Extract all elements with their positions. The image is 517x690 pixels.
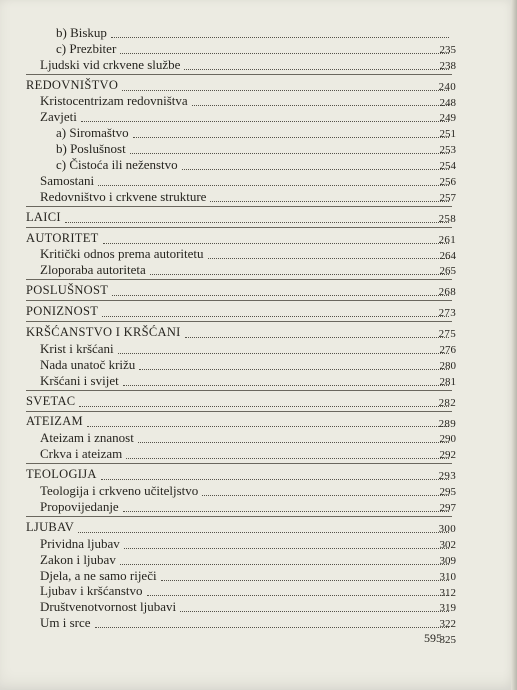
page-number: 595 — [424, 631, 442, 645]
toc-page-number: 256 — [439, 176, 456, 189]
toc-section-heading — [26, 303, 456, 320]
toc-entry — [26, 140, 456, 157]
page-edge — [511, 0, 517, 690]
toc-section-heading — [26, 209, 456, 225]
toc-entry-label: POSLUŠNOST — [26, 283, 109, 298]
toc-entry — [26, 356, 456, 372]
toc-entry — [26, 56, 456, 72]
toc-page-number: 302 — [439, 538, 456, 551]
toc-entry-label: Prividna ljubav — [40, 535, 120, 551]
dot-leader — [101, 469, 449, 480]
toc-entry-label: Kršćani i svijet — [40, 372, 119, 388]
toc-entry-label: KRŠĆANSTVO I KRŠĆANI — [26, 325, 181, 340]
toc-page-number: 254 — [439, 160, 456, 173]
dot-leader — [139, 359, 449, 370]
toc-entry-label: Ljubav i kršćanstvo — [40, 583, 143, 599]
toc-page-number: 312 — [439, 586, 456, 599]
section-divider — [26, 74, 452, 75]
toc-section-heading — [26, 466, 456, 483]
toc-entry-label: AUTORITET — [26, 230, 99, 245]
toc-entry-label: Ljudski vid crkvene službe — [40, 56, 181, 72]
toc-entry — [26, 246, 456, 262]
toc-page-number: 235 — [439, 43, 456, 56]
dot-leader — [81, 111, 449, 122]
toc-entry-label: b) Biskup — [56, 24, 107, 40]
toc-page-number: 238 — [439, 59, 456, 72]
toc-entry-label: Ateizam i znanost — [40, 430, 134, 446]
toc-page-number: 249 — [439, 112, 456, 125]
toc-page-number: 251 — [439, 128, 456, 141]
dot-leader — [185, 327, 449, 338]
toc-page-number: 261 — [438, 233, 456, 246]
dot-leader — [138, 432, 449, 443]
toc-entry-label: Propovijedanje — [40, 498, 119, 514]
toc-entry-label: a) Siromaštvo — [56, 125, 129, 141]
toc-page-number: 295 — [439, 486, 456, 499]
dot-leader — [112, 285, 449, 296]
toc-entry-label: Um i srce — [40, 615, 91, 631]
toc-section-heading — [26, 324, 456, 341]
toc-page-number: 293 — [438, 470, 456, 483]
dot-leader — [122, 80, 449, 91]
dot-leader — [118, 343, 449, 354]
toc-section-heading — [26, 414, 456, 430]
toc-page-number: 300 — [438, 522, 456, 535]
toc-entry — [26, 614, 456, 631]
dot-leader — [210, 191, 449, 202]
toc-entry — [26, 261, 456, 278]
toc-entry-label: SVETAC — [26, 393, 76, 408]
section-divider — [26, 227, 452, 228]
dot-leader — [95, 617, 449, 628]
toc-entry — [26, 482, 456, 499]
toc-page-number: 273 — [438, 307, 456, 320]
toc-page-number: 240 — [438, 80, 456, 93]
toc-page-number: 258 — [438, 212, 456, 225]
dot-leader — [120, 43, 449, 54]
toc-entry — [26, 583, 456, 599]
toc-entry-label: TEOLOGIJA — [26, 467, 97, 482]
dot-leader — [147, 585, 449, 596]
dot-leader — [208, 248, 449, 259]
dot-leader — [120, 554, 449, 565]
toc-entry — [26, 372, 456, 388]
toc-page-number: 264 — [439, 249, 456, 262]
dot-leader — [184, 59, 449, 70]
toc-entry-label: REDOVNIŠTVO — [26, 77, 119, 92]
dot-leader — [182, 159, 449, 170]
toc-entry-label: Samostani — [40, 172, 95, 188]
toc-page-number: 325 — [439, 634, 456, 647]
toc-entry-label: PONIZNOST — [26, 304, 99, 319]
section-divider — [26, 300, 452, 301]
toc-entry — [26, 24, 452, 40]
toc-page-number: 319 — [439, 602, 456, 615]
toc-entry — [26, 551, 456, 567]
section-divider — [26, 279, 452, 280]
toc-page-number: 257 — [439, 191, 456, 204]
toc-section-heading — [26, 282, 456, 299]
toc-page-number: 282 — [438, 396, 456, 409]
dot-leader — [150, 264, 449, 275]
toc-entry-label: Društvenotvornost ljubavi — [40, 599, 177, 615]
toc-page-number: 248 — [439, 96, 456, 109]
toc-entry-label: Djela, a ne samo riječi — [40, 567, 157, 583]
dot-leader — [98, 175, 449, 186]
dot-leader — [126, 448, 449, 459]
toc-entry-label: Kristocentrizam redovništva — [40, 93, 188, 109]
section-divider — [26, 411, 452, 412]
toc-entry-label: Zloporaba autoriteta — [40, 262, 146, 278]
dot-leader — [102, 306, 449, 317]
toc-entry-label: Kritički odnos prema autoritetu — [40, 246, 204, 262]
toc-entry-label: Crkva i ateizam — [40, 446, 123, 462]
toc-entry — [26, 598, 456, 615]
toc-entry — [26, 567, 456, 583]
dot-leader — [79, 396, 449, 407]
toc-entry-label: Nada unatoč križu — [40, 356, 136, 372]
toc-page-number: 322 — [439, 618, 456, 631]
toc-entry — [26, 498, 456, 515]
toc-entry — [26, 93, 456, 109]
section-divider — [26, 516, 452, 517]
section-divider — [26, 463, 452, 464]
dot-leader — [111, 27, 449, 38]
toc-section-heading — [26, 77, 456, 93]
dot-leader — [161, 570, 449, 581]
toc-page-number: 281 — [439, 375, 456, 388]
toc-entry — [26, 340, 456, 357]
dot-leader — [180, 601, 449, 612]
toc-entry — [26, 172, 456, 189]
toc-section-heading — [26, 393, 456, 409]
dot-leader — [87, 416, 449, 427]
toc-page-number: 310 — [439, 570, 456, 583]
toc-page-number: 275 — [438, 328, 456, 341]
dot-leader — [192, 95, 449, 106]
table-of-contents — [26, 24, 456, 647]
toc-entry-label: b) Poslušnost — [56, 141, 126, 157]
toc-entry — [26, 535, 456, 551]
dot-leader — [130, 143, 449, 154]
toc-entry-label: Krist i kršćani — [40, 340, 114, 356]
dot-leader — [103, 233, 449, 244]
toc-entry-label: Zavjeti — [40, 109, 77, 125]
toc-entry — [26, 188, 456, 204]
dot-leader — [133, 127, 449, 138]
toc-entry — [26, 445, 456, 462]
toc-entry — [26, 40, 456, 56]
dot-leader — [124, 538, 449, 549]
toc-page-number: 253 — [439, 144, 456, 157]
dot-leader — [202, 485, 449, 496]
dot-leader — [65, 212, 449, 223]
toc-entry — [26, 108, 456, 125]
toc-entry-label: c) Čistoća ili neženstvo — [56, 157, 178, 173]
toc-entry-label: Zakon i ljubav — [40, 551, 116, 567]
toc-page-number: 280 — [439, 359, 456, 372]
toc-entry-label: ATEIZAM — [26, 414, 83, 429]
toc-page-number: 265 — [439, 265, 456, 278]
toc-entry-label: Redovništvo i crkvene strukture — [40, 188, 207, 204]
toc-page-number: 276 — [439, 344, 456, 357]
toc-entry-label: LAICI — [26, 209, 61, 224]
toc-entry-label: Teologija i crkveno učiteljstvo — [40, 483, 199, 499]
toc-entry — [26, 124, 456, 141]
toc-entry — [26, 429, 456, 446]
toc-page-number: 297 — [439, 502, 456, 515]
toc-page-number: 268 — [438, 286, 456, 299]
section-divider — [26, 321, 452, 322]
toc-page-number: 289 — [438, 417, 456, 430]
toc-entry — [26, 156, 456, 173]
toc-entry — [26, 630, 456, 647]
toc-entry-label: LJUBAV — [26, 519, 75, 534]
toc-page-number: 309 — [439, 554, 456, 567]
toc-section-heading — [26, 519, 456, 535]
dot-leader — [123, 375, 449, 386]
section-divider — [26, 206, 452, 207]
toc-entry-label: c) Prezbiter — [56, 40, 117, 56]
dot-leader — [78, 522, 449, 533]
toc-page-number: 292 — [439, 449, 456, 462]
dot-leader — [123, 501, 449, 512]
toc-page-number: 290 — [439, 433, 456, 446]
section-divider — [26, 390, 452, 391]
toc-section-heading — [26, 230, 456, 246]
